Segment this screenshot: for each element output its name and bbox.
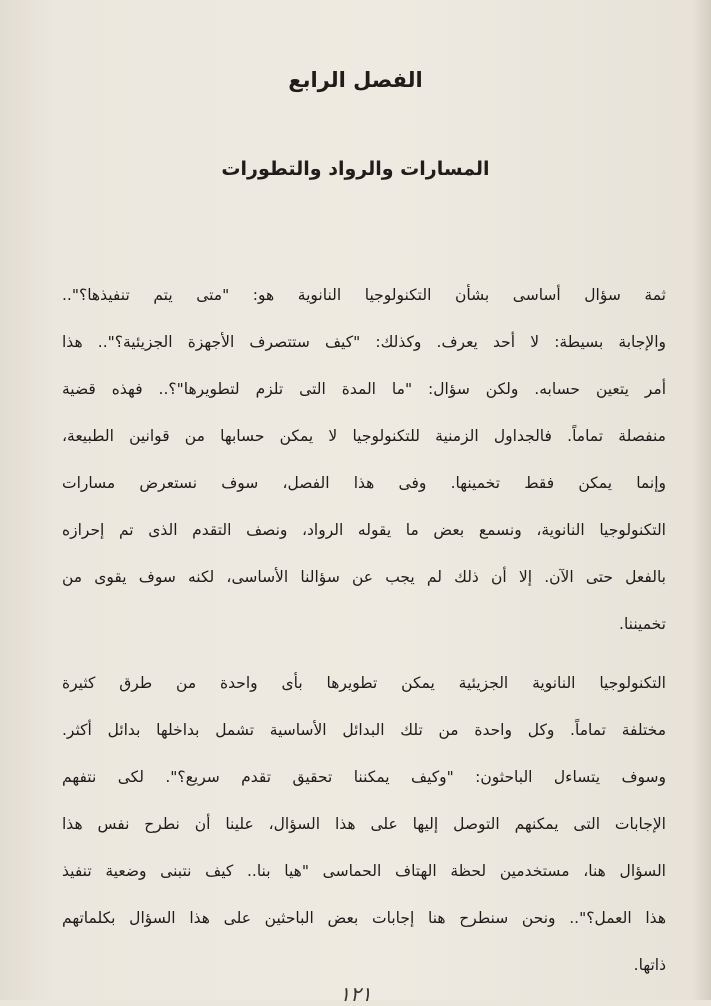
text-line: التكنولوجيا النانوية الجزيئية يمكن تطويرها بأى واحدة من طرق كثيرة [62, 674, 666, 692]
text-line: وسوف يتساءل الباحثون: "وكيف يمكننا تحقيق تقدم سريع؟". لكى نتفهم [62, 768, 666, 786]
text-line: والإجابة بسيطة: لا أحد يعرف. وكذلك: "كيف ستتصرف الأجهزة الجزيئية؟".. هذا [62, 333, 666, 351]
text-line: بالفعل حتى الآن. إلا أن ذلك لم يجب عن سؤالنا الأساسى، لكنه سوف يقوى من [62, 568, 666, 586]
text-line: ثمة سؤال أساسى بشأن التكنولوجيا النانوية هو: "متى يتم تنفيذها؟".. [62, 286, 666, 304]
page-edge-shadow [693, 0, 711, 1000]
section-title: المسارات والرواد والتطورات [221, 158, 490, 180]
text-line: الإجابات التى يمكنهم التوصل إليها على هذا السؤال، علينا أن نطرح نفس هذا [62, 815, 666, 833]
paragraph-2 [62, 671, 666, 1000]
text-line: أمر يتعين حسابه. ولكن سؤال: "ما المدة التى تلزم لتطويرها"؟.. فهذه قضية [62, 380, 666, 398]
body-text [62, 283, 666, 1000]
text-line: السؤال هنا، مستخدمين لحظة الهتاف الحماسى "هيا بنا.. كيف نتبنى وضعية تنفيذ [62, 862, 666, 880]
text-line: ذاتها. [633, 956, 666, 974]
chapter-title: الفصل الرابع [288, 68, 423, 92]
paragraph-1 [62, 283, 666, 659]
text-line: تخميننا. [619, 615, 666, 633]
text-line: التكنولوجيا النانوية، ونسمع بعض ما يقوله الرواد، ونصف التقدم الذى تم إحرازه [62, 521, 666, 539]
text-line: مختلفة تماماً. وكل واحدة من تلك البدائل الأساسية تشمل بداخلها بدائل أكثر. [62, 721, 666, 739]
page-number: ١٢١ [339, 982, 372, 1006]
paragraph-gap [62, 659, 666, 671]
text-line: وإنما يمكن فقط تخمينها. وفى هذا الفصل، سوف نستعرض مسارات [62, 474, 666, 492]
text-line: منفصلة تماماً. فالجداول الزمنية للتكنولوجيا لا يمكن حسابها من قوانين الطبيعة، [62, 427, 666, 445]
text-line: هذا العمل؟".. ونحن سنطرح هنا إجابات بعض الباحثين على هذا السؤال بكلماتهم [62, 909, 666, 927]
